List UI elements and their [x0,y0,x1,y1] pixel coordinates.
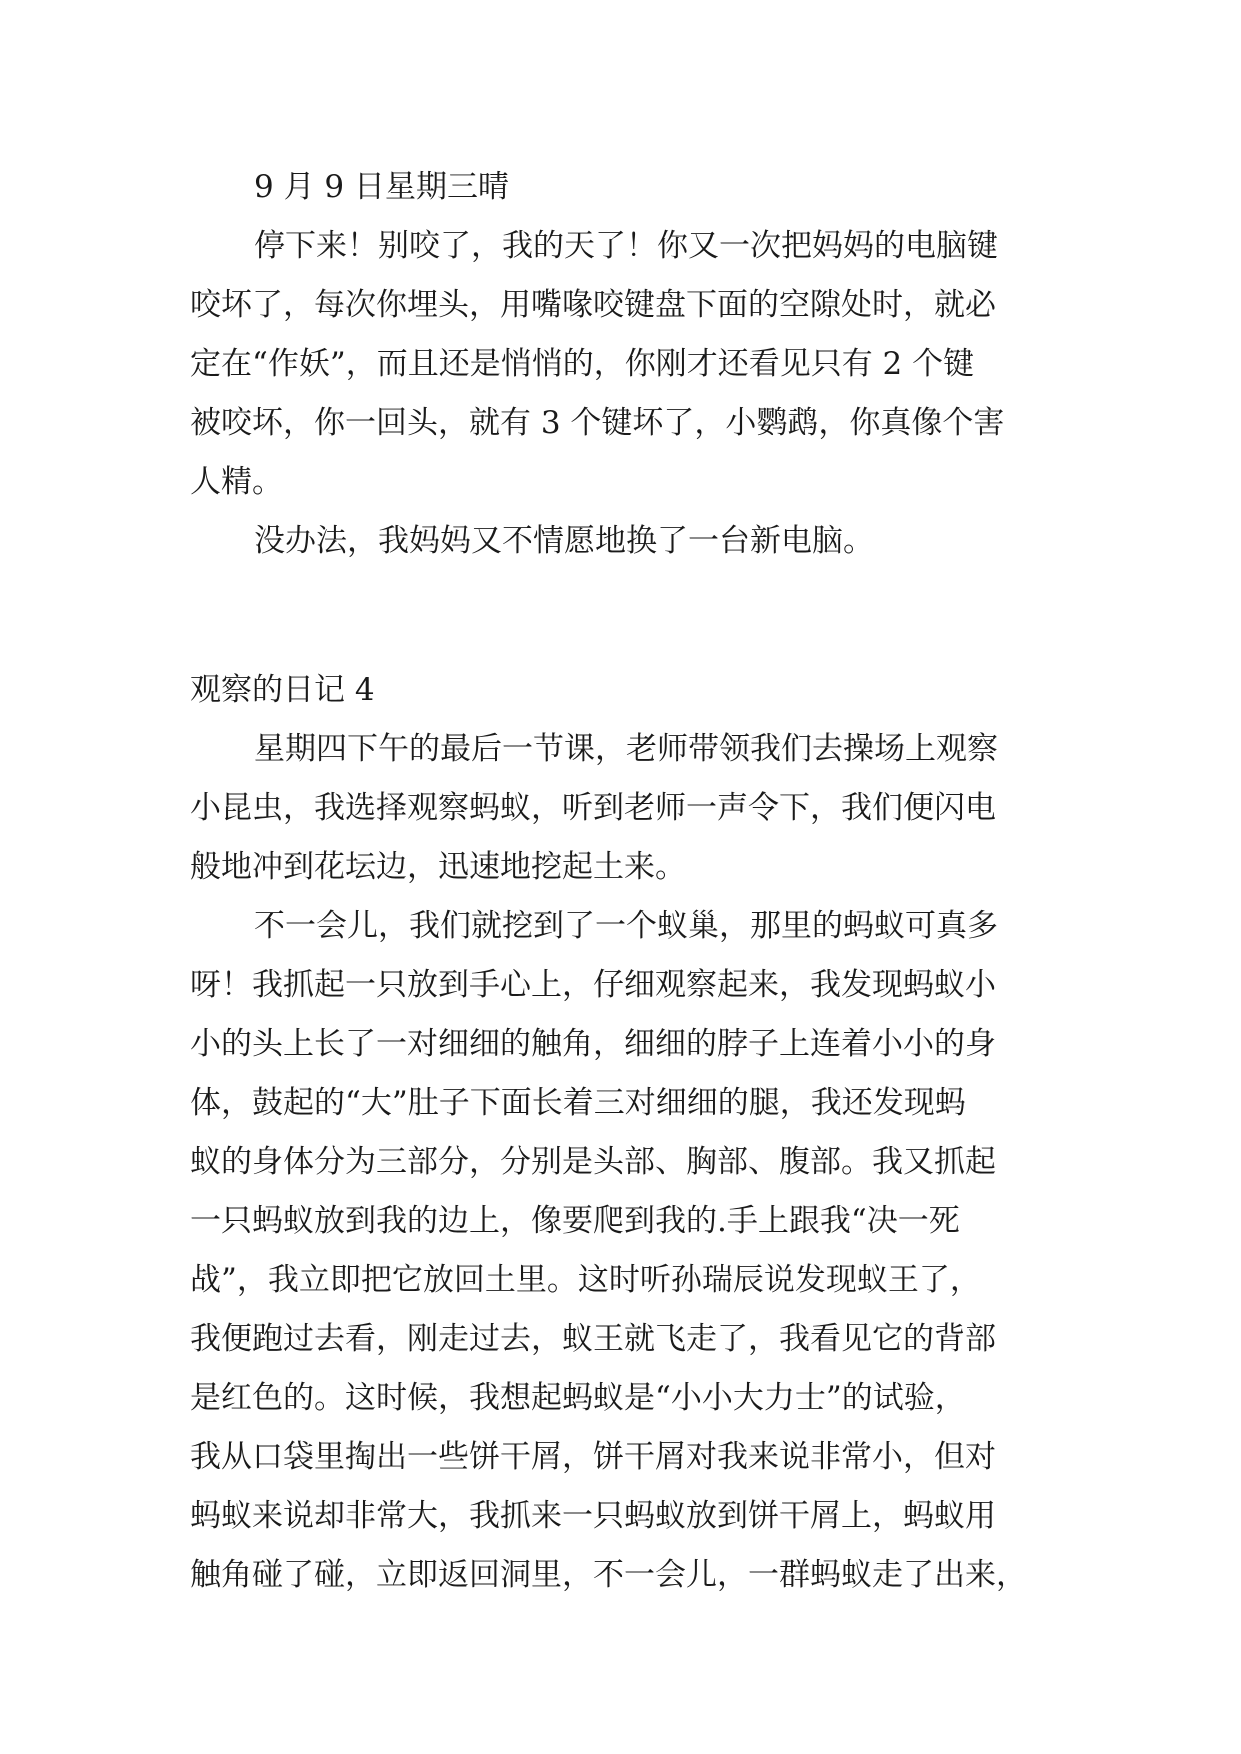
paragraph-line: 战”，我立即把它放回土里。这时听孙瑞辰说发现蚁王了， [190,1262,981,1298]
paragraph-line: 是红色的。这时候，我想起蚂蚁是“小小大力士”的试验， [190,1380,966,1416]
paragraph-line: 定在“作妖”，而且还是悄悄的，你刚才还看见只有 2 个键 [190,346,975,382]
paragraph-new-computer [190,512,1062,571]
paragraph-line: 被咬坏，你一回头，就有 3 个键坏了，小鹦鹉，你真像个害 [190,405,1005,441]
paragraph-line: 小昆虫，我选择观察蚂蚁，听到老师一声令下，我们便闪电 [190,790,996,826]
paragraph-parrot [190,217,1062,512]
paragraph-line: 咬坏了，每次你埋头，用嘴喙咬键盘下面的空隙处时，就必 [190,287,996,323]
paragraph-line: 我便跑过去看，刚走过去，蚁王就飞走了，我看见它的背部 [190,1321,996,1357]
paragraph-line: 小的头上长了一对细细的触角，细细的脖子上连着小小的身 [190,1026,996,1062]
paragraph-line: 人精。 [190,464,283,500]
paragraph-line: 一只蚂蚁放到我的边上，像要爬到我的.手上跟我“决一死 [190,1203,960,1239]
paragraph-line: 星期四下午的最后一节课，老师带领我们去操场上观察 [254,731,998,767]
paragraph-line: 蚂蚁来说却非常大，我抓来一只蚂蚁放到饼干屑上，蚂蚁用 [190,1498,996,1534]
paragraph-line: 没办法，我妈妈又不情愿地换了一台新电脑。 [254,523,874,559]
paragraph-line: 触角碰了碰，立即返回洞里，不一会儿，一群蚂蚁走了出来， [190,1557,1027,1593]
section-title: 观察的日记 4 [190,672,375,708]
paragraph-line: 呀！我抓起一只放到手心上，仔细观察起来，我发现蚂蚁小 [190,967,996,1003]
paragraph-line: 体，鼓起的“大”肚子下面长着三对细细的腿，我还发现蚂 [190,1085,966,1121]
diary-date: 9 月 9 日星期三晴 [254,169,510,205]
paragraph-line: 蚁的身体分为三部分，分别是头部、胸部、腹部。我又抓起 [190,1144,996,1180]
paragraph-line: 我从口袋里掏出一些饼干屑，饼干屑对我来说非常小，但对 [190,1439,996,1475]
section-gap [190,571,1062,661]
paragraph-insect-class [190,720,1062,897]
document-page [190,158,1062,1605]
paragraph-line: 停下来！别咬了，我的天了！你又一次把妈妈的电脑键 [254,228,998,264]
paragraph-line: 般地冲到花坛边，迅速地挖起土来。 [190,849,686,885]
paragraph-ant-observation [190,897,1062,1605]
paragraph-line: 不一会儿，我们就挖到了一个蚁巢，那里的蚂蚁可真多 [254,908,998,944]
